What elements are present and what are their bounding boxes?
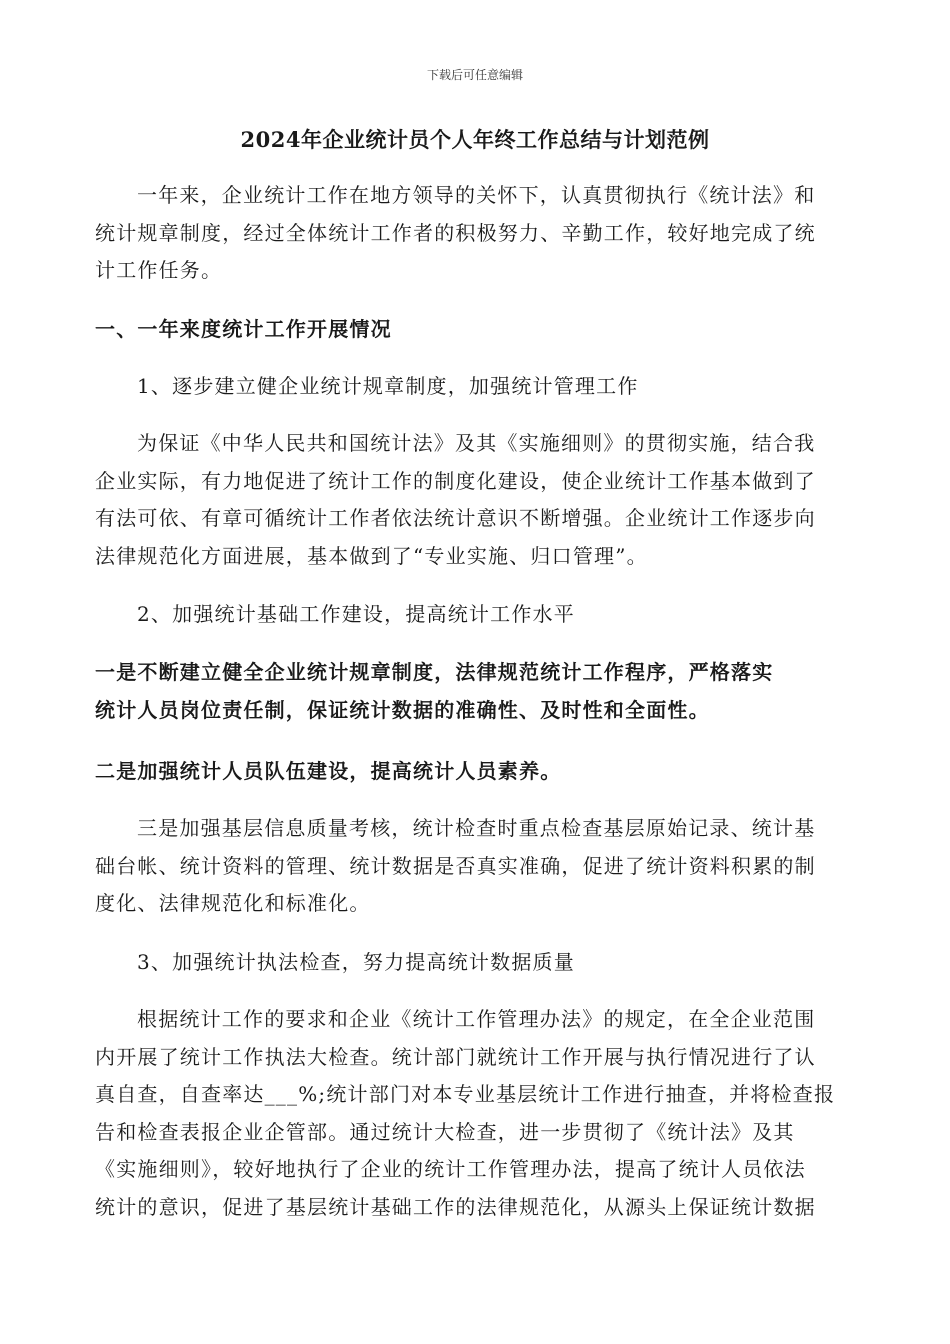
bold-paragraph [95, 654, 867, 729]
text-line: 企业实际，有力地促进了统计工作的制度化建设，使企业统计工作基本做到了 [95, 468, 816, 493]
text-line: 2、加强统计基础工作建设，提高统计工作水平 [137, 602, 575, 626]
section-heading [95, 311, 867, 349]
header-note: 下载后可任意编辑 [426, 68, 523, 82]
text-line: 统计人员岗位责任制，保证统计数据的准确性、及时性和全面性。 [95, 697, 710, 722]
bold-paragraph [95, 753, 867, 791]
text-line: 根据统计工作的要求和企业《统计工作管理办法》的规定，在全企业范围 [137, 1007, 816, 1031]
text-line: 为保证《中华人民共和国统计法》及其《实施细则》的贯彻实施，结合我 [137, 431, 816, 455]
text-line: 度化、法律规范化和标准化。 [95, 891, 371, 915]
text-line: 真自查，自查率达___%;统计部门对本专业基层统计工作进行抽查，并将检查报 [95, 1082, 836, 1106]
body-paragraph [95, 1001, 867, 1226]
text-line: 一是不断建立健全企业统计规章制度，法律规范统计工作程序，严格落实 [95, 660, 774, 684]
text-line: 础台帐、统计资料的管理、统计数据是否真实准确，促进了统计资料积累的制 [95, 853, 816, 878]
item-heading [95, 944, 867, 982]
text-line: 二是加强统计人员队伍建设，提高统计人员素养。 [95, 759, 562, 783]
text-line: 三是加强基层信息质量考核，统计检查时重点检查基层原始记录、统计基 [137, 816, 816, 840]
text-line: 有法可依、有章可循统计工作者依法统计意识不断增强。企业统计工作逐步向 [95, 506, 816, 530]
text-line: 告和检查表报企业企管部。通过统计大检查，进一步贯彻了《统计法》及其 [95, 1119, 795, 1144]
text-line: 内开展了统计工作执法大检查。统计部门就统计工作开展与执行情况进行了认 [95, 1044, 816, 1069]
text-line: 一年来，企业统计工作在地方领导的关怀下，认真贯彻执行《统计法》和 [137, 183, 816, 207]
text-line: 1、逐步建立健企业统计规章制度，加强统计管理工作 [137, 374, 639, 398]
body-paragraph [95, 810, 867, 923]
text-line: 3、加强统计执法检查，努力提高统计数据质量 [137, 950, 575, 974]
intro-paragraph [95, 177, 867, 290]
item-heading [95, 596, 867, 634]
item-heading [95, 368, 867, 406]
text-line: 计工作任务。 [95, 258, 223, 282]
text-line: 《实施细则》，较好地执行了企业的统计工作管理办法，提高了统计人员依法 [95, 1157, 806, 1181]
document-title: 2024年企业统计员个人年终工作总结与计划范例 [240, 127, 710, 152]
text-line: 统计规章制度，经过全体统计工作者的积极努力、辛勤工作，较好地完成了统 [95, 220, 816, 245]
body-paragraph [95, 425, 867, 575]
text-line: 统计的意识，促进了基层统计基础工作的法律规范化，从源头上保证统计数据 [95, 1194, 816, 1219]
text-line: 一、一年来度统计工作开展情况 [95, 317, 392, 341]
text-line: 法律规范化方面进展，基本做到了“专业实施、归口管理”。 [95, 543, 648, 568]
